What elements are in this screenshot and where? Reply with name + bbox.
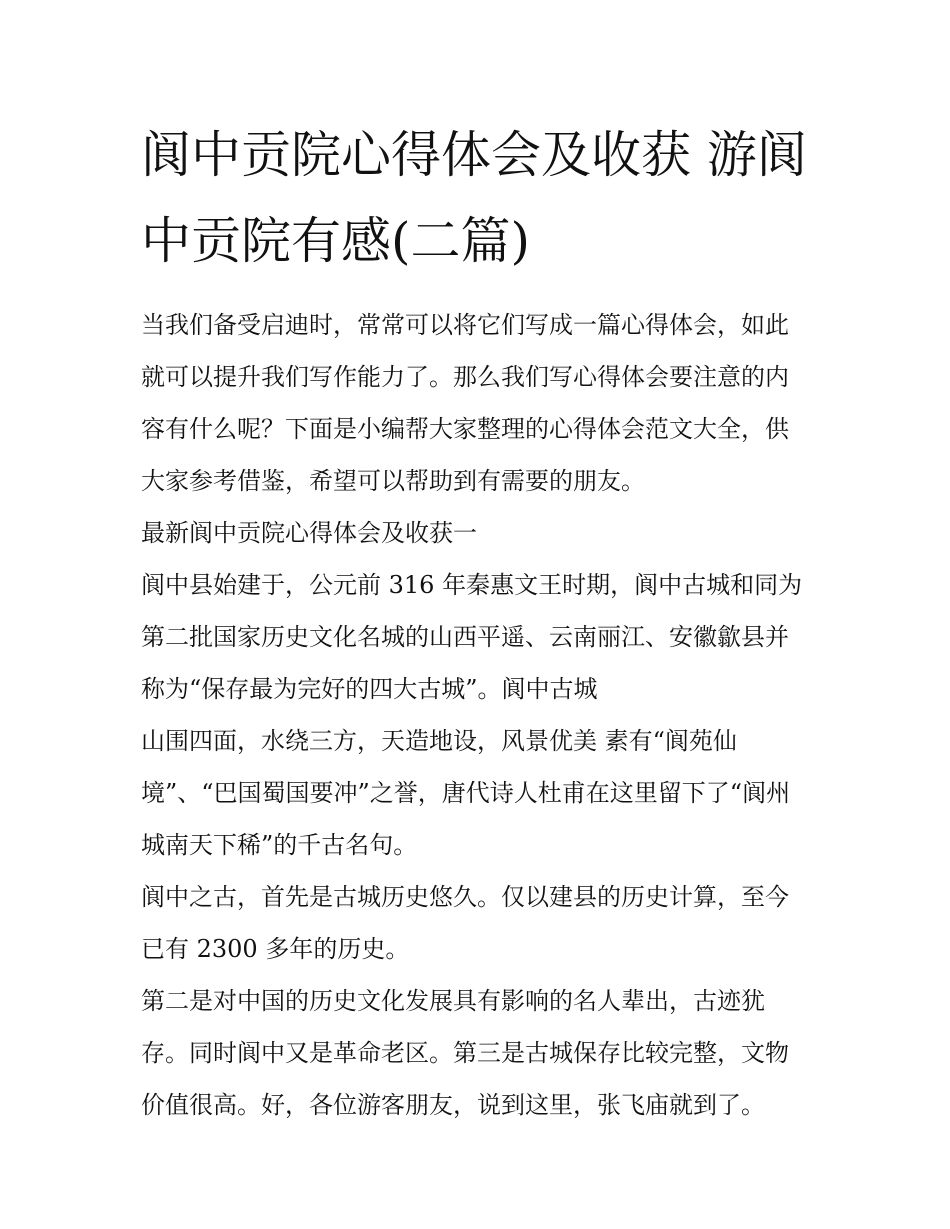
text-line: 当我们备受启迪时，常常可以将它们写成一篇心得体会，如此 <box>141 311 789 339</box>
text-line: 容有什么呢？下面是小编帮大家整理的心得体会范文大全，供 <box>141 415 789 443</box>
text-line: 已有 2300 多年的历史。 <box>141 935 410 963</box>
text-line: 价值很高。好，各位游客朋友，说到这里，张飞庙就到了。 <box>141 1091 765 1119</box>
text-line: 第二是对中国的历史文化发展具有影响的名人辈出，古迹犹 <box>141 987 765 1015</box>
document-content <box>141 112 821 1131</box>
text-line: 最新阆中贡院心得体会及收获一 <box>141 519 477 547</box>
history-paragraph <box>141 559 821 715</box>
text-line: 就可以提升我们写作能力了。那么我们写心得体会要注意的内 <box>141 363 789 391</box>
title-line-2: 中贡院有感(二篇) <box>141 212 531 270</box>
text-line: 山围四面，水绕三方，天造地设，风景优美 素有“阆苑仙 <box>141 727 737 755</box>
intro-paragraph <box>141 299 821 507</box>
culture-paragraph <box>141 975 821 1131</box>
document-title <box>141 112 821 284</box>
text-line: 第二批国家历史文化名城的山西平遥、云南丽江、安徽歙县并 <box>141 623 789 651</box>
text-line: 阆中县始建于，公元前 316 年秦惠文王时期，阆中古城和同为 <box>141 571 803 599</box>
scenery-paragraph <box>141 715 821 871</box>
text-line: 境”、“巴国蜀国要冲”之誉，唐代诗人杜甫在这里留下了“阆州 <box>141 779 791 807</box>
document-body <box>141 299 821 1131</box>
age-paragraph <box>141 871 821 975</box>
text-line: 存。同时阆中又是革命老区。第三是古城保存比较完整，文物 <box>141 1039 789 1067</box>
title-line-1: 阆中贡院心得体会及收获 游阆 <box>141 126 807 184</box>
text-line: 城南天下稀”的千古名句。 <box>141 831 418 859</box>
text-line: 大家参考借鉴，希望可以帮助到有需要的朋友。 <box>141 467 645 495</box>
text-line: 阆中之古，首先是古城历史悠久。仅以建县的历史计算，至今 <box>141 883 789 911</box>
section-heading <box>141 507 821 559</box>
text-line: 称为“保存最为完好的四大古城”。阆中古城 <box>141 675 598 703</box>
